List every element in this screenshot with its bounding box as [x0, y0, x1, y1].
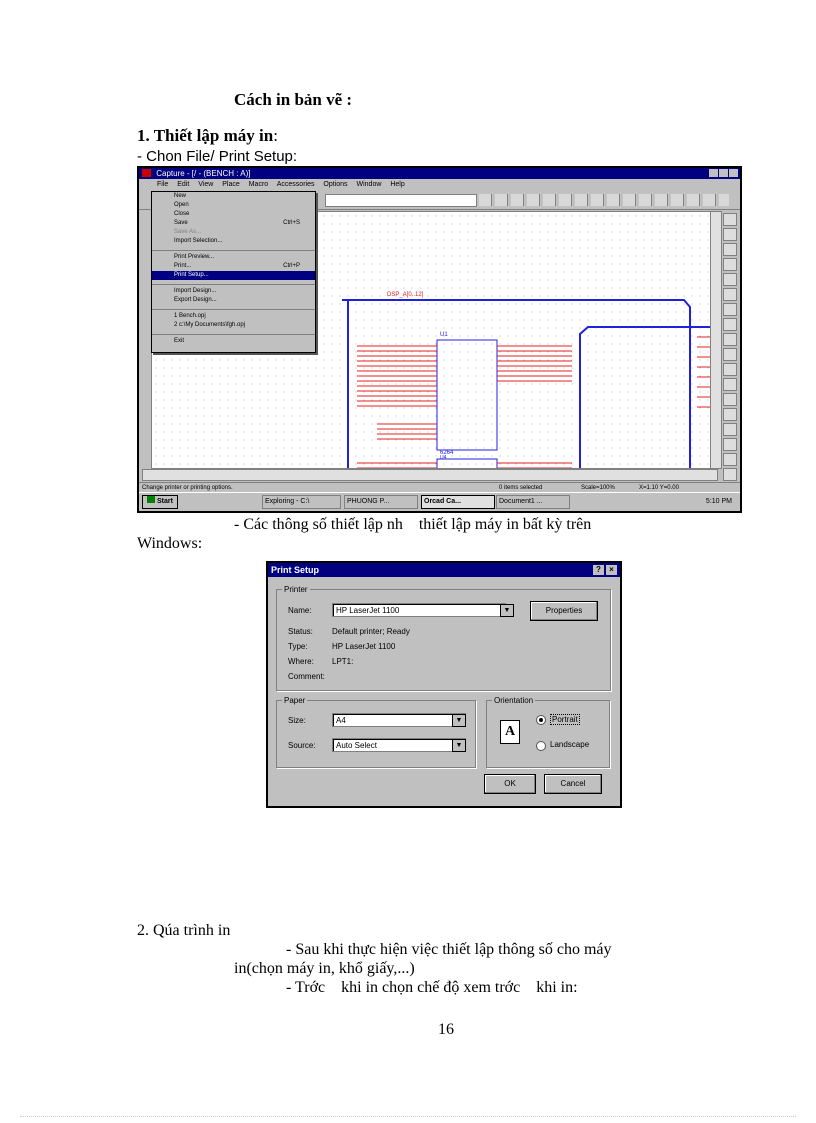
- tool-palette[interactable]: [721, 211, 738, 467]
- menu-accessories[interactable]: Accessories: [276, 181, 315, 188]
- menu-place[interactable]: Place: [222, 181, 240, 188]
- paper-group-label: Paper: [284, 696, 306, 705]
- menu-item-save-as[interactable]: Save As...: [174, 229, 202, 235]
- paper-size-select[interactable]: A4: [332, 713, 466, 727]
- file-menu: [151, 191, 316, 353]
- type-label: Type:: [288, 642, 308, 651]
- dialog-title: Print Setup: [271, 565, 320, 575]
- chip-ref: U1: [440, 332, 448, 338]
- toolbar-combo[interactable]: [325, 194, 477, 207]
- cancel-button[interactable]: Cancel: [544, 774, 602, 794]
- toolbar-buttons[interactable]: [479, 194, 729, 206]
- para2-line1: - Các thông số thiết lập nh thiết lập máy in bất kỳ trên: [234, 516, 592, 533]
- chevron-down-icon[interactable]: ▼: [452, 739, 466, 752]
- landscape-radio[interactable]: [536, 741, 546, 751]
- type-value: HP LaserJet 1100: [332, 642, 396, 651]
- clock: 5:10 PM: [705, 498, 732, 505]
- properties-button[interactable]: Properties: [530, 601, 598, 621]
- capture-menubar: [139, 179, 740, 191]
- menu-item-export-design[interactable]: Export Design...: [174, 297, 217, 303]
- taskbar-task[interactable]: Orcad Ca...: [421, 495, 495, 509]
- page-footer-rule: [20, 1116, 796, 1117]
- section2-title: 2. Qúa trình in: [137, 922, 231, 939]
- menu-item-print-setup[interactable]: Print Setup...: [152, 271, 315, 280]
- menu-edit[interactable]: Edit: [177, 181, 190, 188]
- start-button[interactable]: Start: [142, 495, 178, 509]
- capture-title: Capture - [/ - (BENCH : A)]: [156, 169, 251, 178]
- windows-logo-icon: [147, 496, 155, 503]
- para2-line2: Windows:: [137, 535, 203, 552]
- page-heading: Cách in bản vẽ :: [234, 90, 353, 109]
- chevron-down-icon[interactable]: ▼: [500, 604, 514, 617]
- name-label: Name:: [288, 606, 312, 615]
- menu-help[interactable]: Help: [390, 181, 405, 188]
- menu-separator: [152, 330, 315, 335]
- menu-item-print-preview[interactable]: Print Preview...: [174, 254, 215, 260]
- status-value: Default printer; Ready: [332, 627, 410, 636]
- menu-item-close[interactable]: Close: [174, 211, 190, 217]
- taskbar-task[interactable]: PHUONG P...: [344, 495, 418, 509]
- chevron-down-icon[interactable]: ▼: [452, 714, 466, 727]
- printer-group-label: Printer: [284, 585, 308, 594]
- menu-separator: [152, 280, 315, 285]
- chip-ref2: U4: [440, 455, 447, 461]
- landscape-label[interactable]: Landscape: [550, 740, 590, 749]
- v-scrollbar[interactable]: [710, 211, 722, 469]
- menu-item-exit[interactable]: Exit: [174, 338, 185, 344]
- taskbar: [139, 492, 740, 510]
- menu-item-save[interactable]: Save Ctrl+S: [174, 220, 300, 226]
- menu-macro[interactable]: Macro: [248, 181, 269, 188]
- source-label: Source:: [288, 741, 316, 750]
- menu-item-new[interactable]: New: [174, 193, 187, 199]
- menu-view[interactable]: View: [198, 181, 214, 188]
- page-number: 16: [438, 1021, 454, 1038]
- help-button[interactable]: ?: [593, 565, 604, 575]
- paper-source-select[interactable]: Auto Select: [332, 738, 466, 752]
- menu-item-import-selection[interactable]: Import Selection...: [174, 238, 223, 244]
- orientation-group-label: Orientation: [494, 696, 534, 705]
- taskbar-task[interactable]: Document1 ...: [496, 495, 570, 509]
- taskbar-task[interactable]: Exploring - C:\: [262, 495, 341, 509]
- chip-part: 6264: [440, 450, 454, 456]
- status-text: Change printer or printing options.: [142, 485, 233, 491]
- section1-title-suffix: :: [273, 126, 278, 145]
- section2-line1: - Sau khi thực hiện việc thiết lập thông số cho máy: [286, 941, 612, 958]
- radio-dot-icon: [539, 718, 543, 722]
- menu-item-recent-2[interactable]: 2 c:\My Documents\fgh.opj: [174, 322, 246, 328]
- ok-button[interactable]: OK: [484, 774, 536, 794]
- status-items: 0 items selected: [499, 485, 543, 491]
- capture-titlebar: [139, 168, 740, 179]
- menu-item-print[interactable]: Print... Ctrl+P: [174, 263, 300, 269]
- menu-item-open[interactable]: Open: [174, 202, 189, 208]
- comment-label: Comment:: [288, 672, 325, 681]
- portrait-radio[interactable]: [536, 715, 546, 725]
- size-label: Size:: [288, 716, 306, 725]
- dialog-titlebar: [268, 563, 620, 577]
- bus-label: DSP_A[0..12]: [387, 292, 424, 298]
- menu-separator: [152, 246, 315, 251]
- where-value: LPT1:: [332, 657, 354, 666]
- minimize-icon[interactable]: [709, 169, 718, 177]
- paper-group: [276, 700, 476, 768]
- menu-item-recent-1[interactable]: 1 Bench.opj: [174, 313, 206, 319]
- section1-step: - Chon File/ Print Setup:: [137, 148, 298, 165]
- close-button[interactable]: ×: [606, 565, 617, 575]
- section1-title-text: 1. Thiết lập máy in: [137, 126, 274, 145]
- section2-line3: - Trớc khi in chọn chế độ xem trớc khi in:: [286, 979, 578, 996]
- portrait-page-icon: A: [500, 720, 520, 744]
- status-scale: Scale=100%: [581, 485, 615, 491]
- section1-title: [137, 126, 278, 146]
- print-setup-dialog: [266, 561, 622, 808]
- portrait-label[interactable]: Portrait: [552, 715, 578, 724]
- where-label: Where:: [288, 657, 314, 666]
- menu-window[interactable]: Window: [356, 181, 382, 188]
- menu-item-import-design[interactable]: Import Design...: [174, 288, 217, 294]
- printer-name-select[interactable]: HP LaserJet 1100: [332, 603, 506, 617]
- section2-line2: in(chọn máy in, khổ giấy,...): [234, 960, 415, 977]
- h-scrollbar[interactable]: [142, 469, 718, 481]
- status-coords: X=1.10 Y=0.00: [639, 485, 679, 491]
- close-icon[interactable]: [729, 169, 738, 177]
- maximize-icon[interactable]: [719, 169, 728, 177]
- menu-separator: [152, 305, 315, 310]
- app-icon: [142, 169, 151, 177]
- status-label: Status:: [288, 627, 313, 636]
- menu-options[interactable]: Options: [323, 181, 348, 188]
- capture-screenshot: [137, 166, 742, 513]
- menu-file[interactable]: File: [157, 181, 169, 188]
